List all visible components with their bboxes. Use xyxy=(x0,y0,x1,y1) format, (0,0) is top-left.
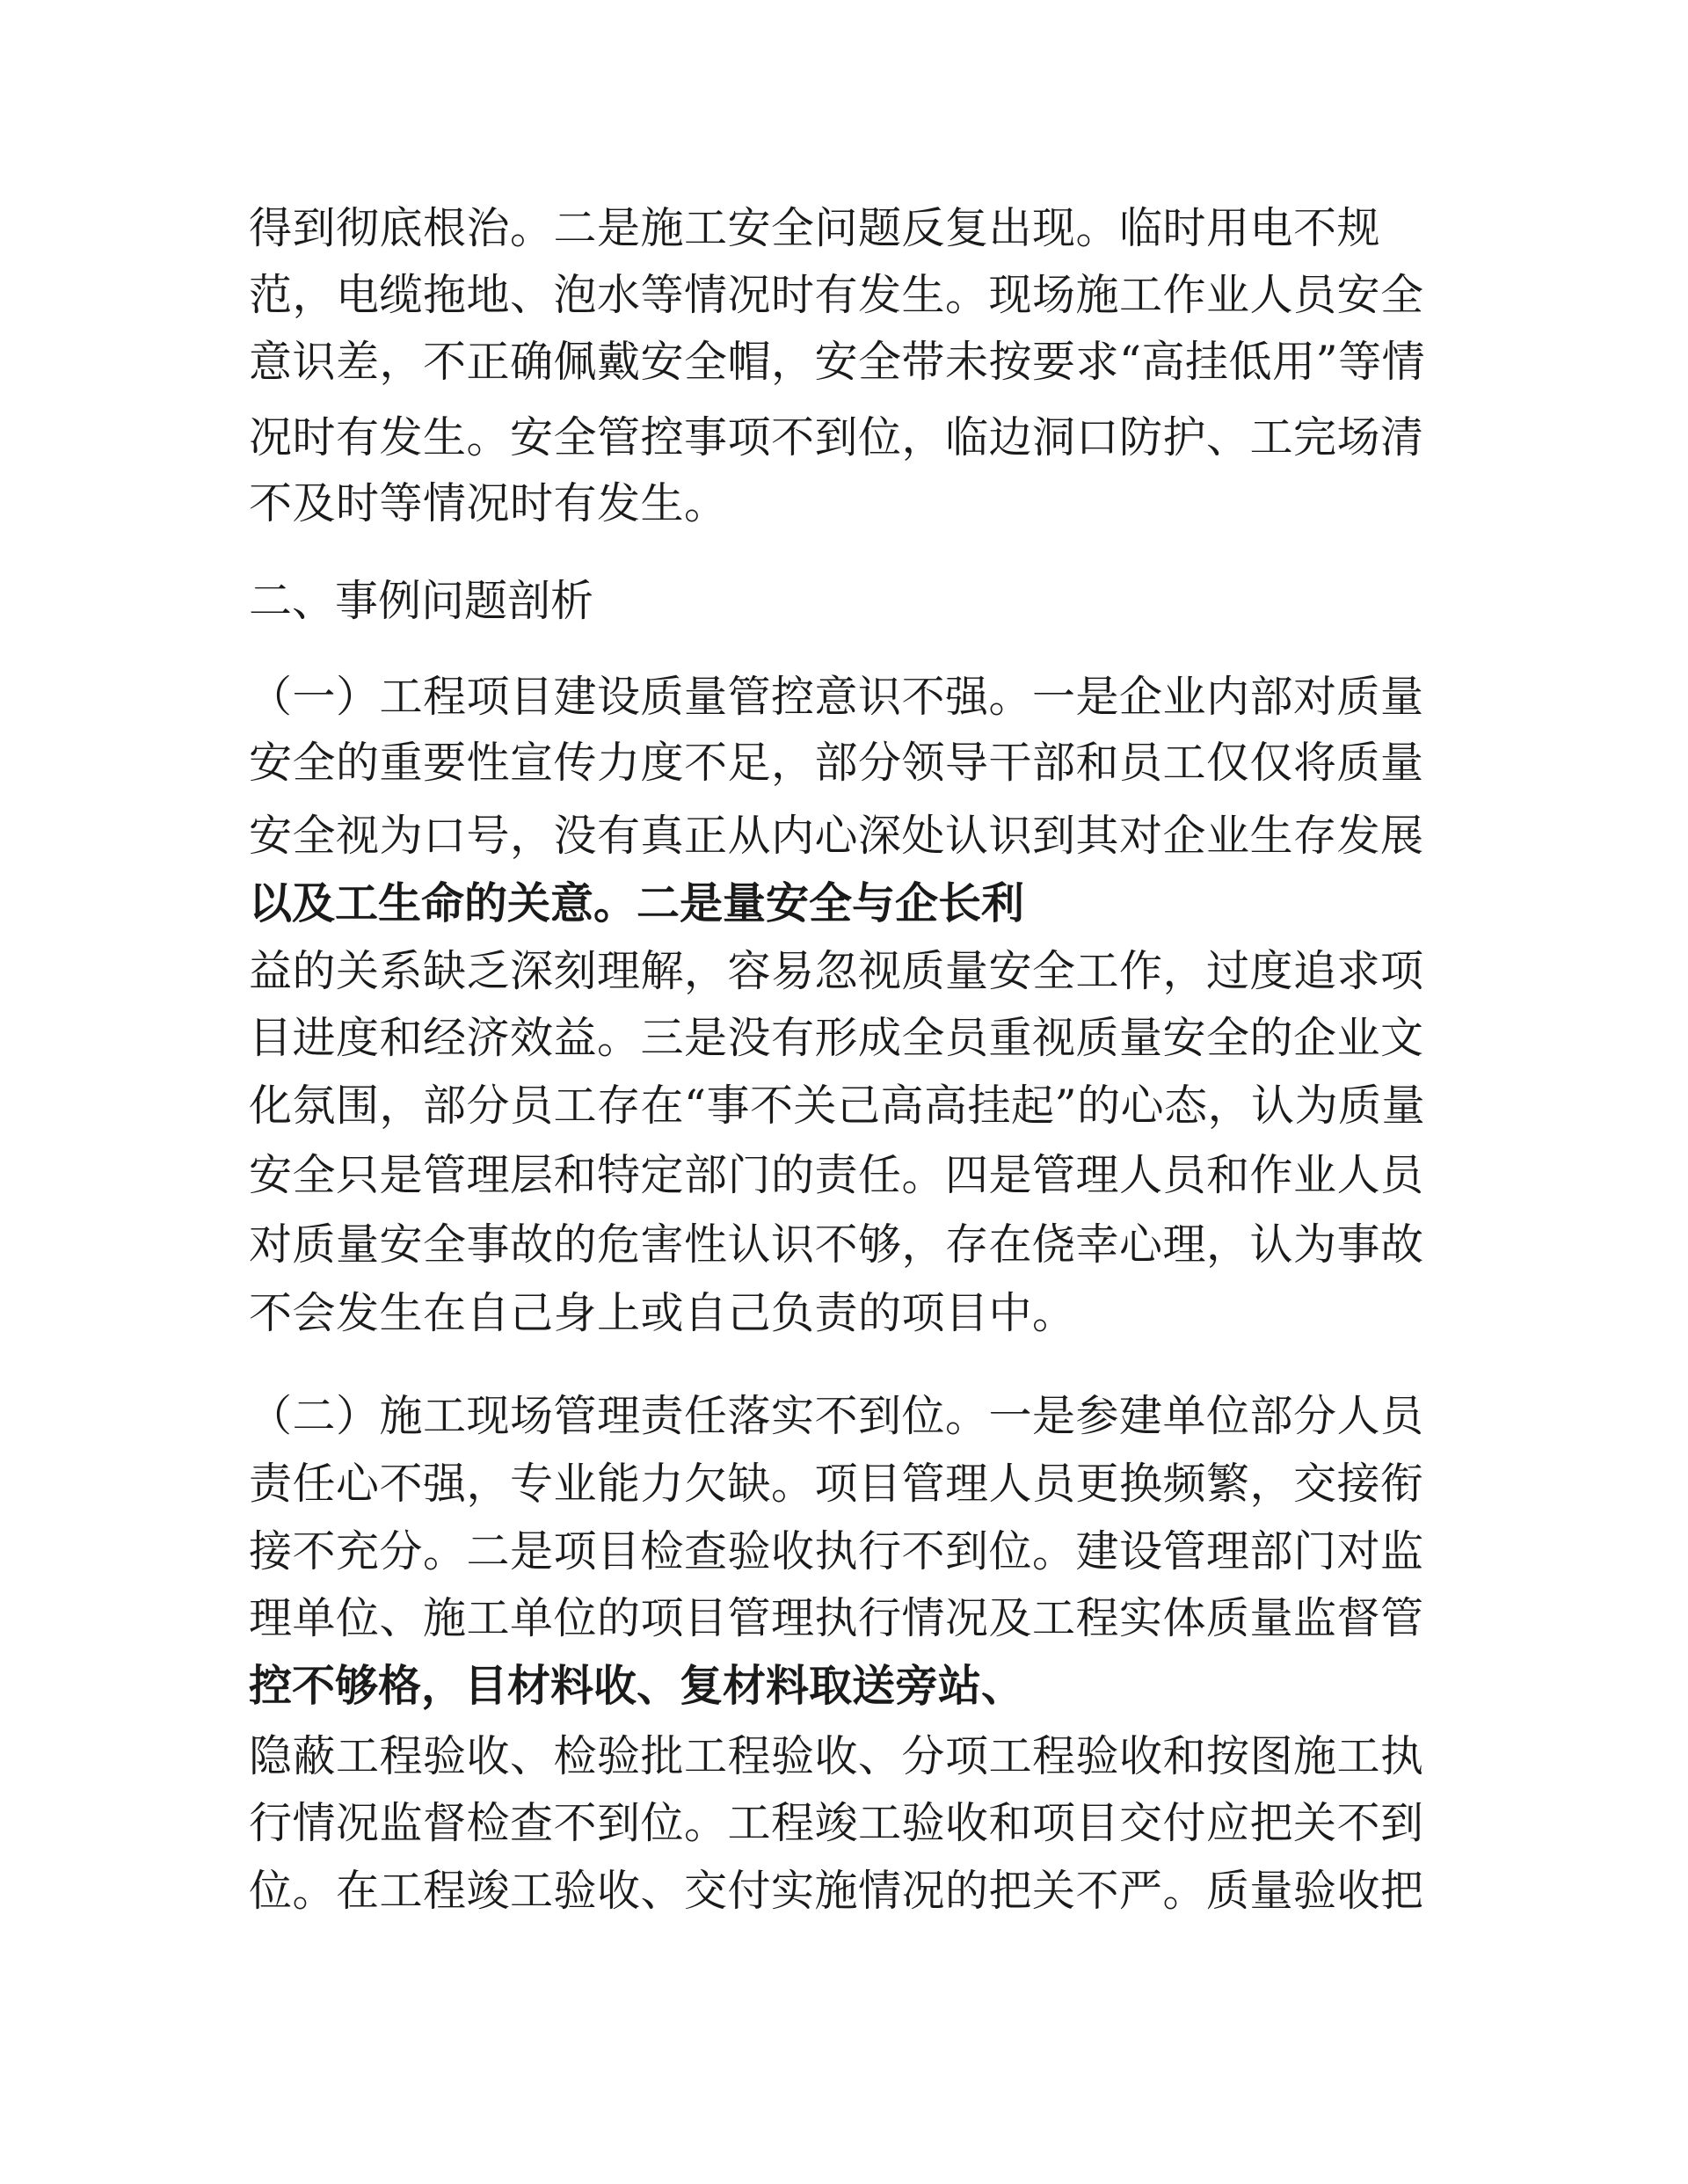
paragraph-3-line-4: 理单位、施工单位的项目管理执行情况及工程实体质量监督管 xyxy=(249,1593,1424,1643)
section-heading: 二、事例问题剖析 xyxy=(249,576,594,626)
paragraph-3-line-6: 隐蔽工程验收、检验批工程验收、分项工程验收和按图施工执 xyxy=(249,1731,1424,1781)
paragraph-2-line-6: 目进度和经济效益。三是没有形成全员重视质量安全的企业文 xyxy=(249,1013,1424,1063)
paragraph-2-line-8: 安全只是管理层和特定部门的责任。四是管理人员和作业人员 xyxy=(249,1150,1424,1200)
paragraph-2-line-4: 以及工生命的关意。二是量安全与企长利 xyxy=(249,878,1025,928)
paragraph-3-line-3: 接不充分。二是项目检查验收执行不到位。建设管理部门对监 xyxy=(249,1526,1424,1576)
paragraph-3-line-5: 控不够格，目材料收、复材料取送旁站、 xyxy=(249,1661,1025,1711)
paragraph-2-line-1: （一）工程项目建设质量管控意识不强。一是企业内部对质量 xyxy=(249,672,1424,722)
paragraph-2-line-2: 安全的重要性宣传力度不足，部分领导干部和员工仅仅将质量 xyxy=(249,738,1424,788)
paragraph-3-line-2: 责任心不强，专业能力欠缺。项目管理人员更换频繁，交接衔 xyxy=(249,1459,1424,1509)
paragraph-1-line-3: 意识差，不正确佩戴安全帽，安全带未按要求“高挂低用”等情 xyxy=(249,337,1426,387)
paragraph-1-line-1: 得到彻底根治。二是施工安全问题反复出现。临时用电不规 xyxy=(249,203,1381,253)
paragraph-2-line-3: 安全视为口号，没有真正从内心深处认识到其对企业生存发展 xyxy=(249,811,1424,861)
paragraph-3-line-8: 位。在工程竣工验收、交付实施情况的把关不严。质量验收把 xyxy=(249,1866,1424,1916)
paragraph-1-line-4: 况时有发生。安全管控事项不到位，临边洞口防护、工完场清 xyxy=(249,412,1424,462)
paragraph-1-line-5: 不及时等情况时有发生。 xyxy=(249,478,728,528)
paragraph-3-line-7: 行情况监督检查不到位。工程竣工验收和项目交付应把关不到 xyxy=(249,1798,1424,1848)
paragraph-3-line-1: （二）施工现场管理责任落实不到位。一是参建单位部分人员 xyxy=(249,1391,1424,1441)
paragraph-2-line-7: 化氛围，部分员工存在“事不关己高高挂起”的心态，认为质量 xyxy=(249,1081,1426,1131)
paragraph-2-line-10: 不会发生在自己身上或自己负责的项目中。 xyxy=(249,1288,1076,1338)
paragraph-2-line-9: 对质量安全事故的危害性认识不够，存在侥幸心理，认为事故 xyxy=(249,1219,1424,1270)
paragraph-1-line-2: 范，电缆拖地、泡水等情况时有发生。现场施工作业人员安全 xyxy=(249,270,1424,320)
paragraph-2-line-5: 益的关系缺乏深刻理解，容易忽视质量安全工作，过度追求项 xyxy=(249,946,1424,996)
